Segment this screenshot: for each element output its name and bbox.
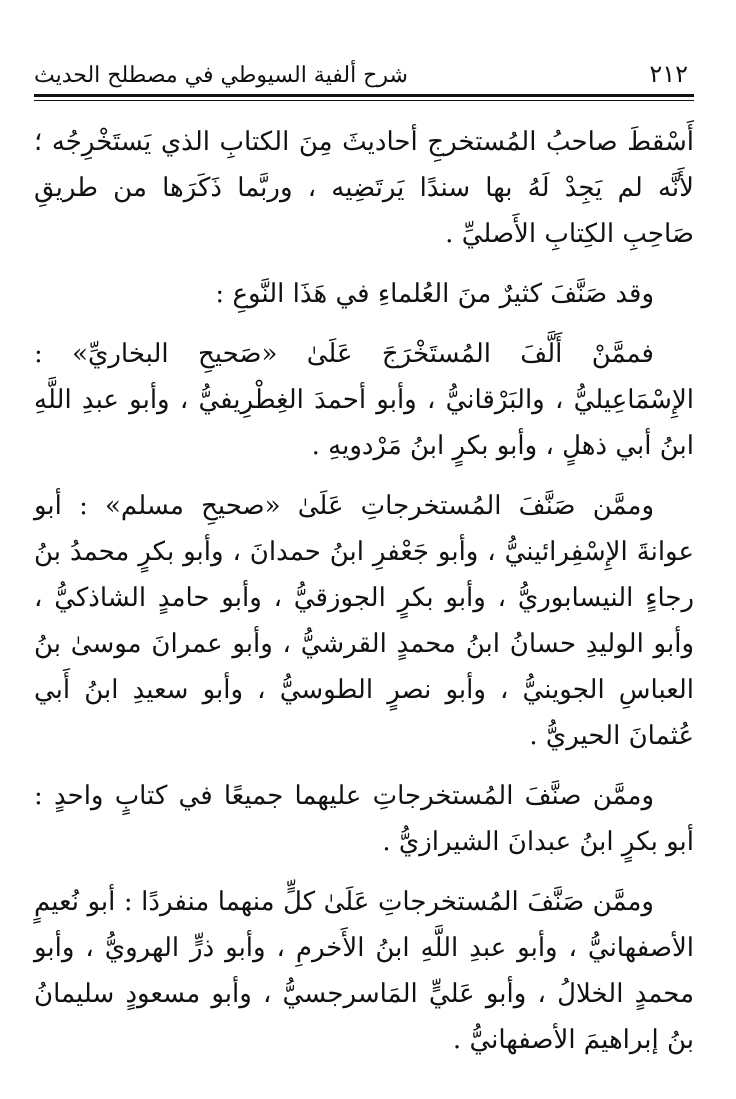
- page-number: ٢١٢: [649, 60, 688, 88]
- book-page: [34, 52, 694, 1062]
- paragraph-5: وممَّن صنَّفَ المُستخرجاتِ عليهما جميعًا في كتابٍ واحدٍ : أبو بكرٍ ابنُ عبدانَ الشيرازيُّ .: [34, 781, 694, 857]
- running-title: شرح ألفية السيوطي في مصطلح الحديث: [34, 63, 408, 88]
- paragraph-2: وقد صَنَّفَ كثيرٌ منَ العُلماءِ في هَذَا النَّوعِ :: [215, 279, 654, 309]
- paragraph-6: وممَّن صَنَّفَ المُستخرجاتِ عَلَىٰ كلٍّ منهما منفردًا : أبو نُعيمٍ الأصفهانيُّ ، وأبو عبدِ اللَّهِ ابنُ الأَخرمِ ، وأبو ذرٍّ الهرويُّ ، وأبو محمدٍ الخلالُ ، وأبو عَليٍّ المَاسرجسيُّ ، وأبو مسعودٍ سليمانُ بنُ إبراهيمَ الأصفهانيُّ .: [34, 887, 694, 1055]
- paragraph-1: أَسْقطَ صاحبُ المُستخرجِ أحاديثَ مِنَ الكتابِ الذي يَستَخْرِجُه ؛ لأَنَّه لم يَجِدْ لَهُ بها سندًا يَرتَضِيه ، وربَّما ذَكَرَها من طريقِ صَاحِبِ الكِتابِ الأَصليِّ .: [34, 127, 694, 249]
- paragraph-4: وممَّن صَنَّفَ المُستخرجاتِ عَلَىٰ «صحيحِ مسلم» : أبو عوانةَ الإِسْفِرائينيُّ ، وأبو جَعْفرِ ابنُ حمدانَ ، وأبو بكرٍ محمدُ بنُ رجاءٍ النيسابوريُّ ، وأبو بكرٍ الجوزقيُّ ، وأبو حامدٍ الشاذكيُّ ، وأبو الوليدِ حسانُ ابنُ محمدٍ القرشيُّ ، وأبو عمرانَ موسىٰ بنُ العباسِ الجوينيُّ ، وأبو نصرٍ الطوسيُّ ، وأبو سعيدِ ابنُ أَبي عُثمانَ الحيريُّ .: [34, 491, 694, 751]
- paragraph-3: فممَّنْ أَلَّفَ المُستَخْرَجَ عَلَىٰ «صَحيحِ البخاريِّ» : الإِسْمَاعِيليُّ ، والبَرْقانيُّ ، وأبو أحمدَ الغِطْرِيفيُّ ، وأبو عبدِ اللَّهِ ابنُ أبي ذهلٍ ، وأبو بكرٍ ابنُ مَرْدويهِ .: [34, 339, 694, 461]
- page-body: [34, 119, 694, 1063]
- running-header: [34, 52, 694, 88]
- header-rule-thick: [34, 94, 694, 97]
- header-rule-thin: [34, 100, 694, 101]
